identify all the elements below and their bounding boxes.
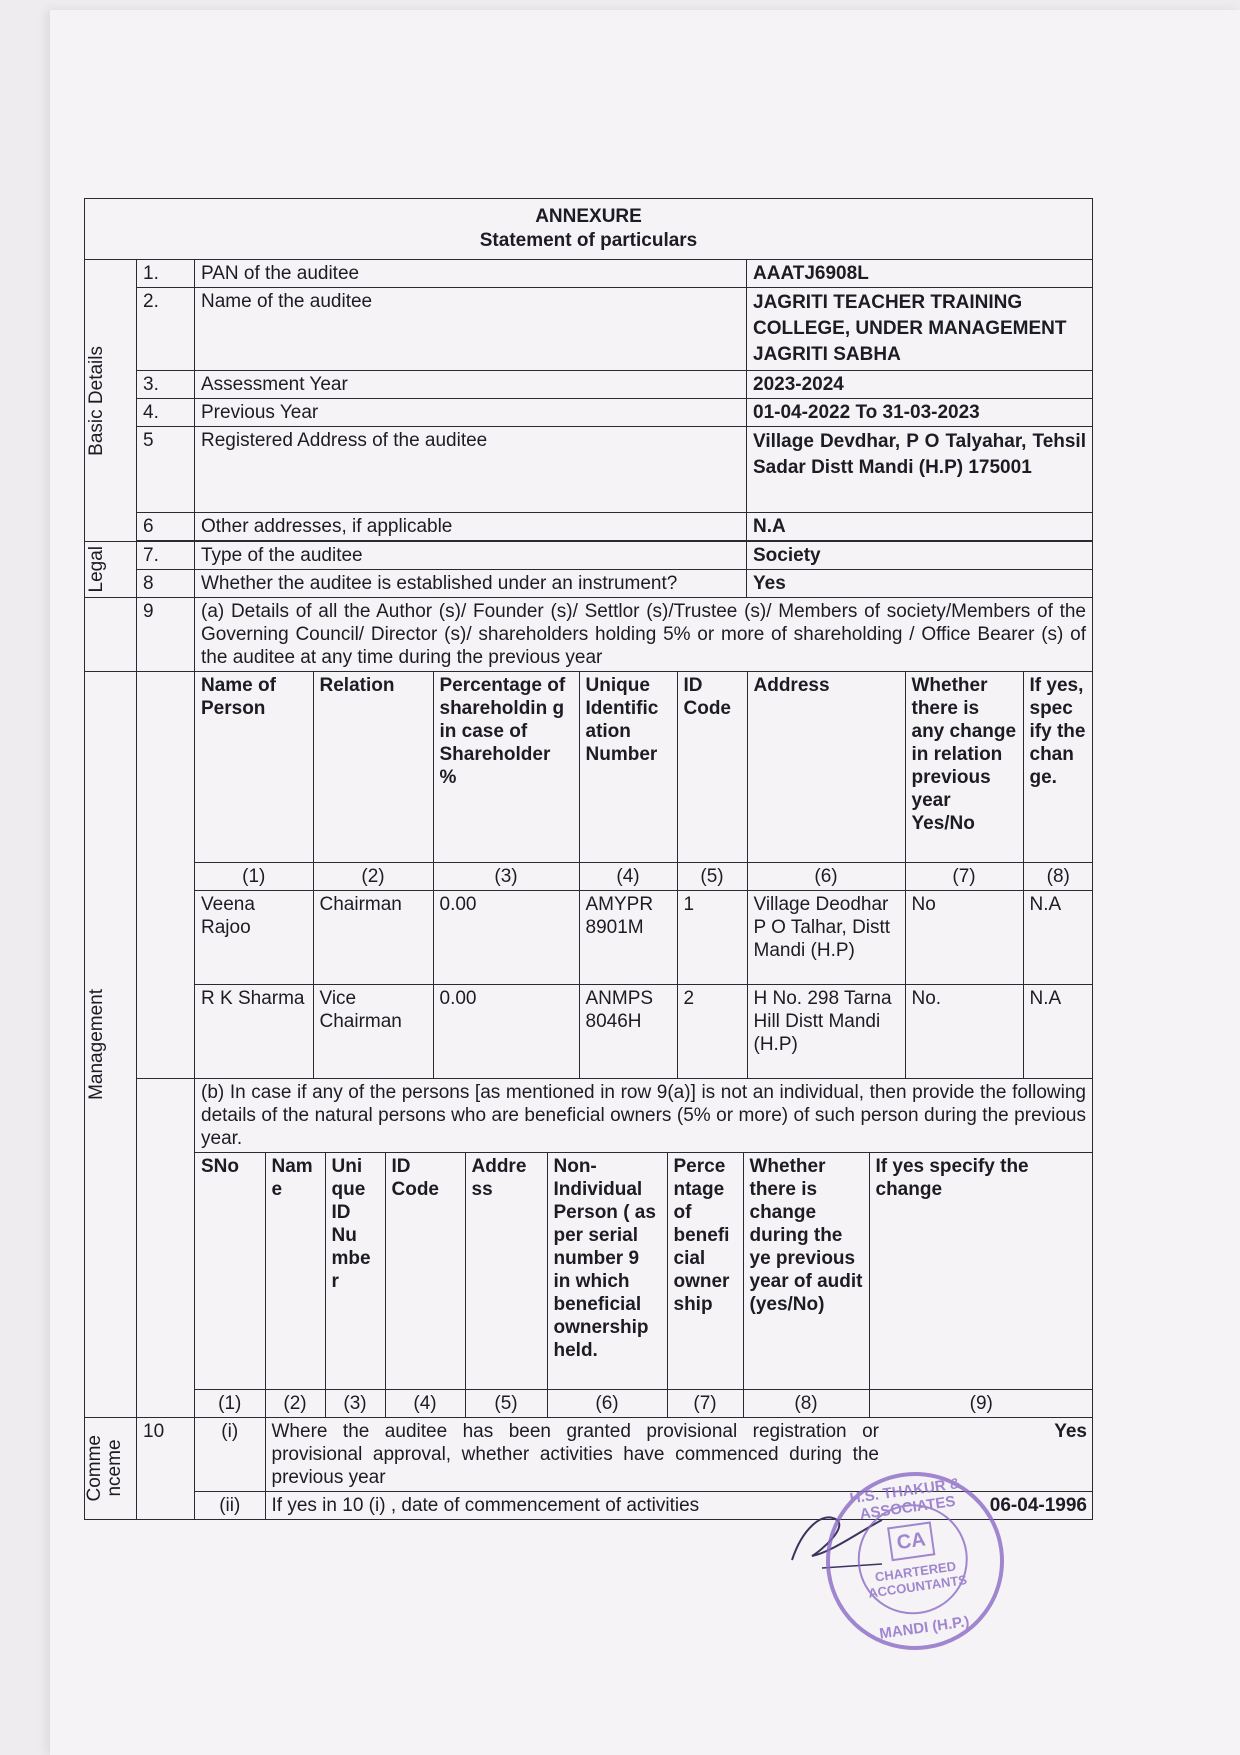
col-header: Perce ntage of benefi cial owner ship: [667, 1153, 743, 1389]
person-change: No.: [905, 984, 1023, 1078]
col-number: (3): [325, 1389, 385, 1417]
previous-year-value: 01-04-2022 To 31-03-2023: [747, 399, 1093, 427]
col-header: Whether there is change during the ye previous year of audit (yes/No): [743, 1153, 869, 1389]
row-number: 9: [137, 598, 195, 672]
row10-date-label: If yes in 10 (i) , date of commencement of activities: [271, 1494, 700, 1516]
row-number: 8: [137, 570, 195, 598]
row-label: Previous Year: [195, 399, 747, 427]
person-code: 2: [677, 984, 747, 1078]
row-label: Type of the auditee: [195, 542, 747, 570]
person-code: 1: [677, 890, 747, 984]
row-number: 10: [137, 1417, 195, 1519]
commenced-value: Yes: [1054, 1420, 1087, 1442]
col-number: (4): [579, 862, 677, 890]
person-specify: N.A: [1023, 984, 1093, 1078]
spacer-cell: [137, 1079, 195, 1418]
stamp-top-text: H.S. THAKUR & ASSOCIATES: [848, 1474, 962, 1524]
col-header: Nam e: [265, 1153, 325, 1389]
col-header: Whether there is any change in relation previous year Yes/No: [905, 672, 1023, 862]
row-label: Assessment Year: [195, 371, 747, 399]
person-address: H No. 298 Tarna Hill Distt Mandi (H.P): [747, 984, 905, 1078]
person-specify: N.A: [1023, 890, 1093, 984]
col-number: (1): [195, 1389, 265, 1417]
row-label: PAN of the auditee: [195, 260, 747, 288]
col-header: Relation: [313, 672, 433, 862]
row-number: 2.: [137, 288, 195, 371]
person-percentage: 0.00: [433, 984, 579, 1078]
row-label: Whether the auditee is established under an instrument?: [195, 570, 747, 598]
ca-logo-icon: CA: [887, 1521, 935, 1561]
section-legal: Legal: [85, 542, 137, 598]
row-label: Name of the auditee: [195, 288, 747, 371]
col-number: (4): [385, 1389, 465, 1417]
other-addresses-value: N.A: [747, 513, 1093, 541]
col-number: (2): [265, 1389, 325, 1417]
auditee-name-value: JAGRITI TEACHER TRAINING COLLEGE, UNDER MANAGEMENT JAGRITI SABHA: [747, 288, 1093, 371]
col-number: (6): [547, 1389, 667, 1417]
col-header: Addre ss: [465, 1153, 547, 1389]
persons-table: [195, 672, 1093, 1078]
section-commencement: Comme nceme: [85, 1417, 137, 1519]
annexure-subtitle: Statement of particulars: [479, 230, 698, 251]
stamp-bottom-text: MANDI (H.P.): [878, 1613, 971, 1643]
assessment-year-value: 2023-2024: [747, 371, 1093, 399]
col-header: Name of Person: [195, 672, 313, 862]
col-header: ID Code: [385, 1153, 465, 1389]
row-number: 6: [137, 513, 195, 541]
instrument-value: Yes: [747, 570, 1093, 598]
person-name: R K Sharma: [195, 984, 313, 1078]
person-uid: AMYPR 8901M: [579, 890, 677, 984]
annexure-title: ANNEXURE: [535, 206, 642, 227]
person-relation: Chairman: [313, 890, 433, 984]
col-number: (2): [313, 862, 433, 890]
row-number: 7.: [137, 542, 195, 570]
annexure-form: [84, 198, 1092, 1520]
row-number: 4.: [137, 399, 195, 427]
sub-number: (ii): [195, 1492, 265, 1519]
sub-number: (i): [195, 1418, 265, 1491]
spacer-cell: [137, 672, 195, 1079]
section-blank: [85, 598, 137, 672]
col-number: (1): [195, 862, 313, 890]
registered-address-value: Village Devdhar, P O Talyahar, Tehsil Sadar Distt Mandi (H.P) 175001: [747, 427, 1093, 513]
person-change: No: [905, 890, 1023, 984]
col-number: (3): [433, 862, 579, 890]
stamp-middle-text: CHARTERED ACCOUNTANTS: [867, 1558, 968, 1601]
row-number: 5: [137, 427, 195, 513]
col-number: (9): [869, 1389, 1093, 1417]
col-header: Uni que ID Nu mbe r: [325, 1153, 385, 1389]
row-number: 3.: [137, 371, 195, 399]
col-header: If yes specify the change: [869, 1153, 1093, 1389]
row9b-cell: [195, 1079, 1093, 1418]
person-relation: Vice Chairman: [313, 984, 433, 1078]
person-percentage: 0.00: [433, 890, 579, 984]
row9a-cell: [195, 672, 1093, 1079]
col-header: Address: [747, 672, 905, 862]
annexure-header: [85, 199, 1093, 260]
section-management: Management: [85, 672, 137, 1418]
section-basic-details: Basic Details: [85, 260, 137, 542]
person-address: Village Deodhar P O Talhar, Distt Mandi (H.P): [747, 890, 905, 984]
auditee-type-value: Society: [747, 542, 1093, 570]
person-name: Veena Rajoo: [195, 890, 313, 984]
col-number: (5): [677, 862, 747, 890]
beneficial-owners-table: [195, 1153, 1093, 1417]
col-header: If yes, spec ify the chan ge.: [1023, 672, 1093, 862]
commencement-date-value: 06-04-1996: [989, 1494, 1087, 1516]
row-label: Registered Address of the auditee: [195, 427, 747, 513]
col-header: Percentage of shareholdin g in case of Shareholder %: [433, 672, 579, 862]
col-number: (8): [1023, 862, 1093, 890]
person-uid: ANMPS 8046H: [579, 984, 677, 1078]
col-header: Unique Identific ation Number: [579, 672, 677, 862]
row9-description: (a) Details of all the Author (s)/ Founder (s)/ Settlor (s)/Trustee (s)/ Members of society/Members of the Governing Council/ Director (s)/ shareholders holding 5% or more of shareholding / Office Bearer (s) of the auditee at any time during the previous year: [195, 598, 1093, 672]
row10-question: Where the auditee has been granted provisional registration or provisional approval, whether activities have commenced during the previous year: [271, 1420, 879, 1488]
col-header: Non-Individual Person ( as per serial number 9 in which beneficial ownership held.: [547, 1153, 667, 1389]
table-row: [195, 984, 1093, 1078]
table-row: [195, 890, 1093, 984]
col-header: SNo: [195, 1153, 265, 1389]
row-number: 1.: [137, 260, 195, 288]
pan-value: AAATJ6908L: [747, 260, 1093, 288]
row-label: Other addresses, if applicable: [195, 513, 747, 541]
annexure-table: [84, 198, 1093, 1520]
col-number: (6): [747, 862, 905, 890]
col-number: (7): [905, 862, 1023, 890]
col-number: (8): [743, 1389, 869, 1417]
col-header: ID Code: [677, 672, 747, 862]
row9b-description: (b) In case if any of the persons [as mentioned in row 9(a)] is not an individual, then provide the following details of the natural persons who are beneficial owners (5% or more) of such person during the previous year.: [195, 1079, 1092, 1153]
col-number: (7): [667, 1389, 743, 1417]
col-number: (5): [465, 1389, 547, 1417]
